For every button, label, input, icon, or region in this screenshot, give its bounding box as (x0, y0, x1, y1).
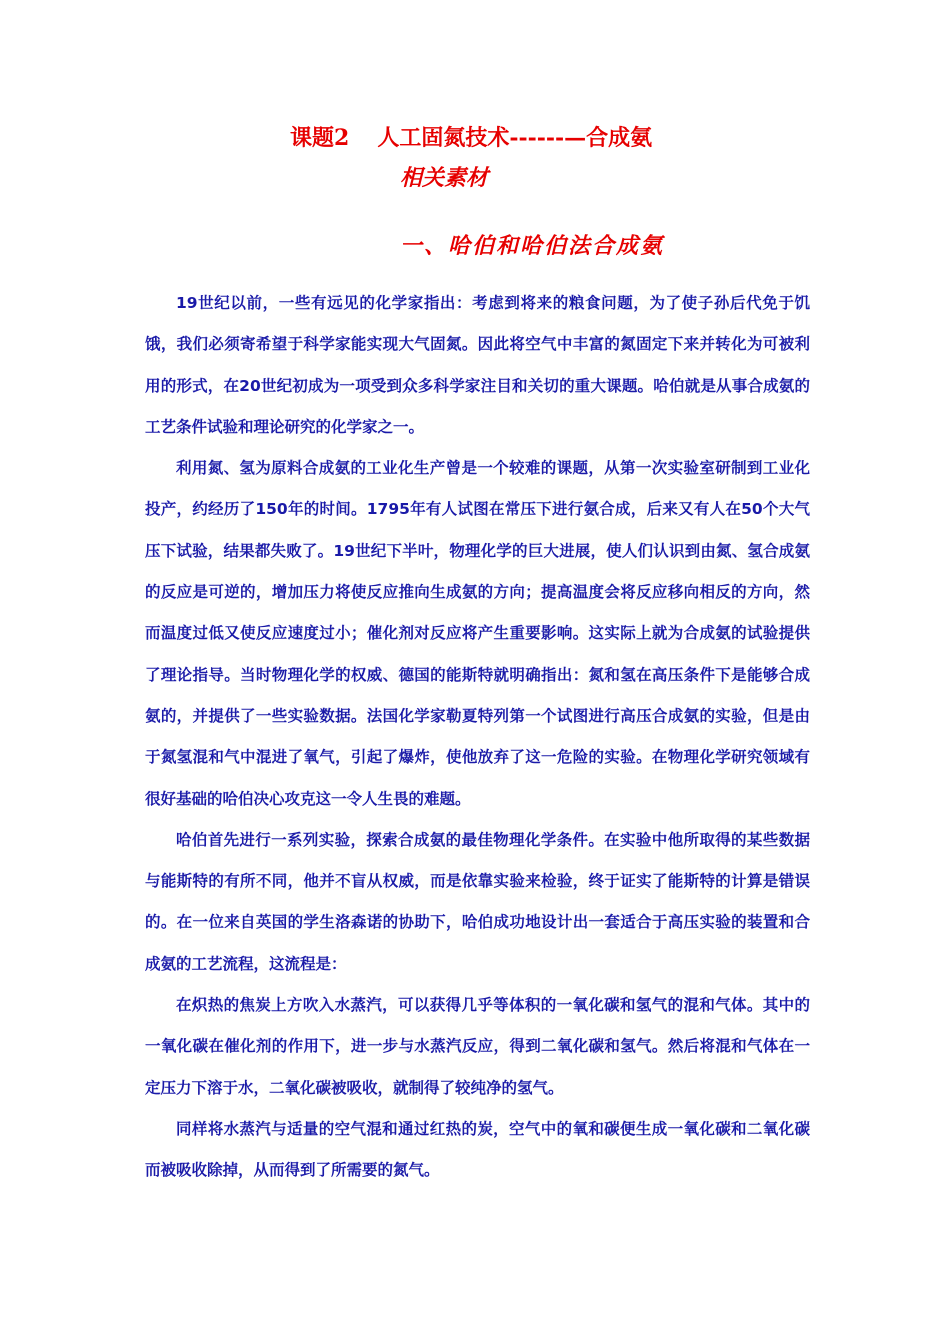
title-lesson-number: 课题2 (290, 125, 350, 151)
title-topic: 人工固氮技术------—合成氨 (377, 125, 653, 151)
paragraph-2: 利用氮、氢为原料合成氨的工业化生产曾是一个较难的课题，从第一次实验室研制到工业化投产，约经历了150年的时间。1795年有人试图在常压下进行氨合成，后来又有人在50个大气压下试验，结果都失败了。19世纪下半叶，物理化学的巨大进展，使人们认识到由氮、氢合成氨的反应是可逆的，增加压力将使反应推向生成氨的方向；提高温度会将反应移向相反的方向，然而温度过低又使反应速度过小；催化剂对反应将产生重要影响。这实际上就为合成氨的试验提供了理论指导。当时物理化学的权威、德国的能斯特就明确指出：氮和氢在高压条件下是能够合成氨的，并提供了一些实验数据。法国化学家勒夏特列第一个试图进行高压合成氨的实验，但是由于氮氢混和气中混进了氧气，引起了爆炸，使他放弃了这一危险的实验。在物理化学研究领域有很好基础的哈伯决心攻克这一令人生畏的难题。 (145, 459, 810, 808)
paragraph-5: 同样将水蒸汽与适量的空气混和通过红热的炭，空气中的氧和碳便生成一氧化碳和二氧化碳而被吸收除掉，从而得到了所需要的氮气。 (145, 1119, 810, 1180)
paragraph-1: 19世纪以前，一些有远见的化学家指出：考虑到将来的粮食问题，为了使子孙后代免于饥饿，我们必须寄希望于科学家能实现大气固氮。因此将空气中丰富的氮固定下来并转化为可被利用的形式，在20世纪初成为一项受到众多科学家注目和关切的重大课题。哈伯就是从事合成氨的工艺条件试验和理论研究的化学家之一。 (145, 294, 810, 436)
document-subtitle: 相关素材 (400, 165, 489, 191)
paragraph-4: 在炽热的焦炭上方吹入水蒸汽，可以获得几乎等体积的一氧化碳和氢气的混和气体。其中的一氧化碳在催化剂的作用下，进一步与水蒸汽反应，得到二氧化碳和氢气。然后将混和气体在一定压力下溶于水，二氧化碳被吸收，就制得了较纯净的氢气。 (145, 996, 810, 1097)
section-heading: 一、哈伯和哈伯法合成氨 (400, 233, 665, 259)
document-title (290, 120, 850, 156)
paragraph-3: 哈伯首先进行一系列实验，探索合成氨的最佳物理化学条件。在实验中他所取得的某些数据与能斯特的有所不同，他并不盲从权威，而是依靠实验来检验，终于证实了能斯特的计算是错误的。在一位来自英国的学生洛森诺的协助下，哈伯成功地设计出一套适合于高压实验的装置和合成氨的工艺流程，这流程是： (145, 830, 810, 973)
body-text (145, 283, 810, 1192)
